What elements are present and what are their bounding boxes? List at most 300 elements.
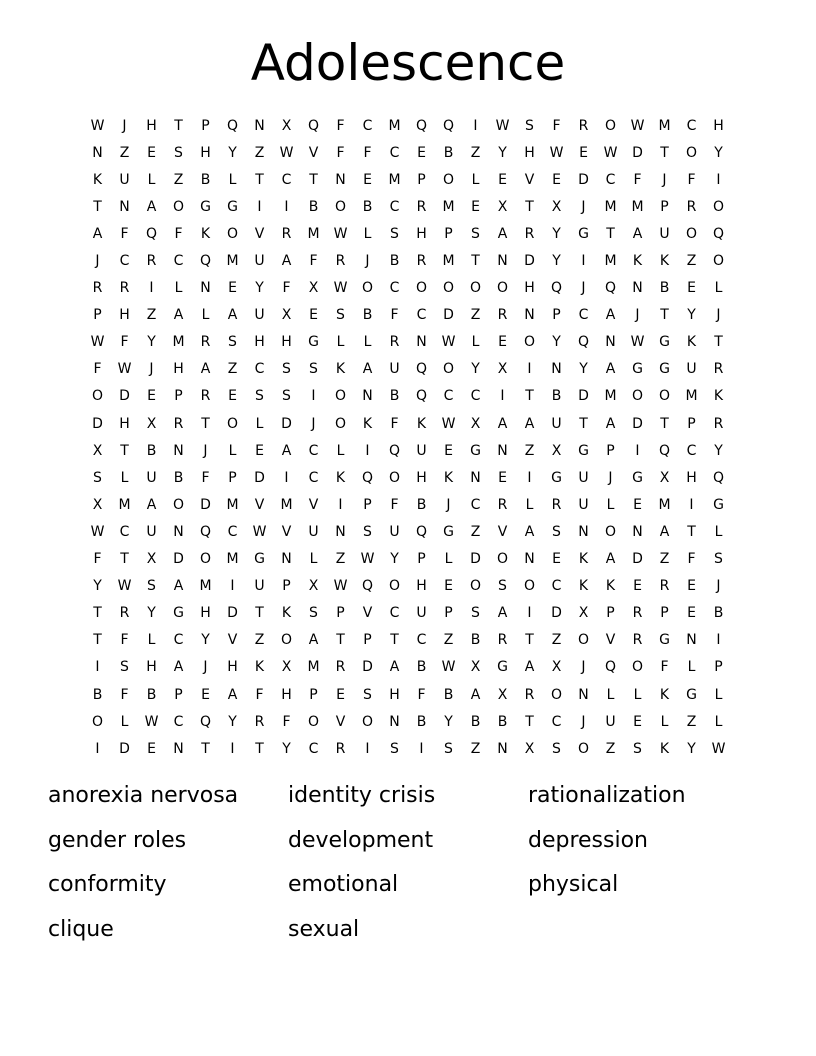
grid-letter: M: [604, 198, 617, 215]
grid-letter: W: [441, 415, 456, 432]
grid-letter: R: [119, 605, 130, 622]
grid-letter: Z: [686, 713, 697, 730]
grid-letter: Q: [145, 225, 158, 242]
grid-letter: T: [93, 605, 102, 622]
grid-row: [84, 735, 732, 762]
grid-letter: P: [363, 496, 372, 513]
grid-letter: O: [604, 117, 617, 134]
grid-row: [84, 600, 732, 627]
grid-letter: E: [255, 442, 264, 459]
grid-letter: P: [174, 388, 183, 405]
grid-letter: R: [659, 578, 670, 595]
grid-letter: S: [174, 144, 183, 161]
grid-letter: O: [226, 415, 239, 432]
grid-letter: A: [497, 605, 508, 622]
grid-letter: R: [389, 334, 400, 351]
grid-letter: R: [686, 198, 697, 215]
grid-letter: C: [578, 307, 589, 324]
grid-letter: V: [308, 144, 319, 161]
grid-letter: Z: [686, 253, 697, 270]
grid-letter: Y: [471, 361, 480, 378]
grid-letter: H: [119, 415, 130, 432]
grid-letter: U: [578, 469, 589, 486]
grid-letter: W: [90, 117, 105, 134]
grid-letter: F: [417, 686, 426, 703]
grid-letter: T: [201, 740, 210, 757]
grid-letter: U: [254, 307, 265, 324]
grid-letter: S: [471, 225, 480, 242]
grid-letter: H: [146, 659, 157, 676]
grid-letter: O: [685, 225, 698, 242]
grid-letter: Q: [442, 117, 455, 134]
grid-letter: G: [659, 361, 670, 378]
grid-letter: P: [363, 632, 372, 649]
grid-letter: N: [92, 144, 103, 161]
grid-letter: R: [632, 605, 643, 622]
grid-letter: J: [149, 361, 154, 378]
grid-letter: W: [117, 578, 132, 595]
grid-letter: C: [362, 117, 373, 134]
grid-letter: O: [415, 280, 428, 297]
grid-letter: P: [309, 686, 318, 703]
grid-letter: H: [146, 117, 157, 134]
grid-letter: B: [362, 198, 373, 215]
grid-letter: N: [335, 171, 346, 188]
grid-letter: Y: [147, 605, 156, 622]
grid-letter: B: [308, 198, 319, 215]
word-list-item: emotional: [288, 872, 399, 897]
grid-letter: F: [93, 361, 102, 378]
grid-letter: S: [309, 361, 318, 378]
grid-letter: E: [498, 171, 507, 188]
grid-letter: C: [119, 253, 130, 270]
grid-letter: O: [469, 280, 482, 297]
grid-letter: V: [254, 225, 265, 242]
grid-letter: W: [333, 225, 348, 242]
word-list: [48, 776, 768, 954]
grid-letter: K: [578, 551, 589, 568]
grid-letter: U: [119, 171, 130, 188]
grid-letter: Y: [687, 740, 696, 757]
grid-letter: E: [633, 578, 642, 595]
word-list-item: depression: [528, 827, 649, 853]
grid-letter: Q: [199, 523, 212, 540]
grid-letter: R: [713, 415, 724, 432]
grid-letter: U: [308, 523, 319, 540]
grid-letter: W: [495, 117, 510, 134]
grid-letter: Z: [470, 740, 481, 757]
grid-letter: T: [93, 198, 102, 215]
grid-letter: W: [333, 578, 348, 595]
grid-letter: D: [632, 551, 643, 568]
grid-letter: H: [524, 144, 535, 161]
grid-letter: E: [687, 280, 696, 297]
grid-letter: O: [712, 198, 725, 215]
grid-letter: X: [92, 442, 103, 459]
grid-letter: C: [389, 605, 400, 622]
grid-letter: Y: [228, 144, 237, 161]
grid-letter: B: [389, 253, 400, 270]
grid-row: [84, 654, 732, 681]
grid-letter: J: [311, 415, 316, 432]
grid-letter: X: [146, 551, 157, 568]
grid-letter: X: [551, 442, 562, 459]
grid-letter: I: [149, 280, 154, 297]
grid-letter: W: [549, 144, 564, 161]
grid-letter: S: [471, 605, 480, 622]
grid-row: [84, 139, 732, 166]
grid-letter: B: [443, 686, 454, 703]
grid-letter: D: [281, 415, 292, 432]
grid-letter: L: [174, 280, 183, 297]
grid-letter: L: [687, 659, 696, 676]
grid-letter: P: [552, 307, 561, 324]
grid-letter: L: [714, 686, 723, 703]
grid-row: [84, 166, 732, 193]
grid-letter: Z: [659, 551, 670, 568]
grid-letter: U: [254, 578, 265, 595]
grid-letter: T: [309, 171, 318, 188]
grid-letter: R: [524, 225, 535, 242]
grid-letter: P: [714, 659, 723, 676]
grid-letter: U: [389, 523, 400, 540]
grid-letter: M: [442, 198, 455, 215]
grid-letter: A: [389, 659, 400, 676]
grid-letter: A: [92, 225, 103, 242]
grid-letter: U: [605, 713, 616, 730]
grid-letter: D: [551, 605, 562, 622]
grid-letter: C: [308, 740, 319, 757]
grid-letter: I: [365, 740, 370, 757]
grid-letter: A: [524, 415, 535, 432]
grid-letter: J: [662, 171, 667, 188]
grid-letter: F: [687, 171, 696, 188]
grid-row: [84, 546, 732, 573]
grid-letter: Y: [552, 225, 561, 242]
grid-row: [84, 437, 732, 464]
grid-letter: W: [279, 144, 294, 161]
grid-letter: J: [608, 469, 613, 486]
grid-letter: N: [470, 469, 481, 486]
word-list-item: physical: [528, 872, 619, 897]
grid-letter: G: [659, 632, 670, 649]
grid-letter: D: [254, 469, 265, 486]
grid-letter: X: [308, 578, 319, 595]
grid-letter: O: [199, 551, 212, 568]
grid-letter: L: [714, 523, 723, 540]
grid-row: [84, 302, 732, 329]
grid-letter: S: [714, 551, 723, 568]
word-list-item: development: [288, 827, 434, 853]
grid-row: [84, 383, 732, 410]
grid-letter: G: [254, 551, 265, 568]
grid-letter: C: [173, 253, 184, 270]
grid-letter: C: [551, 713, 562, 730]
grid-letter: X: [551, 198, 562, 215]
grid-letter: K: [362, 415, 373, 432]
grid-letter: O: [523, 578, 536, 595]
word-list-item: gender roles: [48, 827, 187, 853]
grid-row: [84, 708, 732, 735]
grid-letter: H: [200, 144, 211, 161]
grid-letter: Q: [361, 578, 374, 595]
grid-letter: Q: [226, 117, 239, 134]
grid-letter: O: [334, 388, 347, 405]
grid-letter: F: [93, 551, 102, 568]
grid-letter: N: [686, 632, 697, 649]
grid-letter: K: [578, 578, 589, 595]
grid-letter: R: [254, 713, 265, 730]
grid-letter: T: [336, 632, 345, 649]
grid-letter: Z: [524, 442, 535, 459]
grid-letter: C: [443, 388, 454, 405]
grid-letter: I: [95, 659, 100, 676]
grid-row: [84, 464, 732, 491]
grid-letter: W: [333, 280, 348, 297]
grid-letter: O: [91, 388, 104, 405]
grid-letter: Q: [604, 280, 617, 297]
grid-letter: R: [551, 496, 562, 513]
grid-letter: I: [635, 442, 640, 459]
grid-row: [84, 112, 732, 139]
grid-letter: C: [173, 632, 184, 649]
grid-row: [84, 329, 732, 356]
grid-row: [84, 220, 732, 247]
grid-letter: B: [173, 469, 184, 486]
grid-letter: C: [281, 171, 292, 188]
grid-letter: K: [281, 605, 292, 622]
grid-letter: E: [687, 605, 696, 622]
letter-grid: [84, 112, 732, 762]
grid-letter: O: [91, 713, 104, 730]
grid-letter: I: [284, 469, 289, 486]
grid-letter: M: [307, 659, 320, 676]
grid-letter: I: [689, 496, 694, 513]
grid-letter: Q: [604, 659, 617, 676]
grid-letter: T: [201, 415, 210, 432]
grid-letter: Y: [93, 578, 102, 595]
grid-letter: W: [144, 713, 159, 730]
grid-letter: M: [199, 578, 212, 595]
grid-letter: F: [120, 225, 129, 242]
grid-letter: O: [631, 659, 644, 676]
grid-letter: B: [551, 388, 562, 405]
grid-letter: K: [659, 686, 670, 703]
grid-letter: W: [603, 144, 618, 161]
grid-letter: M: [658, 117, 671, 134]
grid-letter: T: [525, 713, 534, 730]
grid-letter: E: [201, 686, 210, 703]
grid-letter: M: [172, 334, 185, 351]
grid-letter: E: [552, 171, 561, 188]
grid-letter: N: [389, 713, 400, 730]
grid-letter: Y: [687, 307, 696, 324]
grid-letter: T: [660, 144, 669, 161]
grid-letter: X: [578, 605, 589, 622]
grid-letter: T: [255, 605, 264, 622]
grid-letter: A: [227, 686, 238, 703]
grid-letter: G: [632, 361, 643, 378]
grid-letter: E: [498, 334, 507, 351]
grid-letter: N: [254, 117, 265, 134]
grid-letter: W: [252, 523, 267, 540]
grid-letter: Z: [254, 632, 265, 649]
grid-letter: F: [120, 334, 129, 351]
grid-letter: L: [471, 334, 480, 351]
grid-letter: A: [605, 551, 616, 568]
grid-letter: O: [442, 171, 455, 188]
grid-letter: H: [200, 605, 211, 622]
grid-letter: V: [524, 171, 535, 188]
grid-letter: J: [581, 659, 586, 676]
grid-letter: Z: [146, 307, 157, 324]
grid-letter: X: [470, 659, 481, 676]
grid-letter: Q: [658, 442, 671, 459]
grid-letter: N: [173, 740, 184, 757]
grid-letter: O: [334, 415, 347, 432]
grid-letter: T: [525, 632, 534, 649]
grid-letter: N: [173, 523, 184, 540]
grid-letter: T: [525, 388, 534, 405]
grid-letter: C: [254, 361, 265, 378]
grid-letter: L: [228, 171, 237, 188]
grid-letter: R: [200, 388, 211, 405]
grid-letter: F: [390, 496, 399, 513]
grid-letter: I: [527, 361, 532, 378]
grid-letter: L: [444, 551, 453, 568]
grid-letter: O: [172, 198, 185, 215]
grid-letter: A: [605, 307, 616, 324]
grid-letter: N: [578, 686, 589, 703]
grid-letter: D: [362, 659, 373, 676]
grid-letter: F: [309, 253, 318, 270]
grid-letter: B: [416, 496, 427, 513]
grid-letter: R: [281, 225, 292, 242]
grid-letter: R: [335, 253, 346, 270]
grid-letter: N: [200, 280, 211, 297]
grid-letter: N: [524, 551, 535, 568]
grid-letter: I: [419, 740, 424, 757]
grid-letter: E: [444, 578, 453, 595]
grid-letter: L: [147, 171, 156, 188]
grid-letter: A: [605, 415, 616, 432]
grid-letter: L: [309, 551, 318, 568]
grid-letter: X: [92, 496, 103, 513]
grid-letter: I: [581, 253, 586, 270]
grid-letter: N: [416, 334, 427, 351]
grid-letter: C: [389, 144, 400, 161]
grid-letter: K: [254, 659, 265, 676]
grid-letter: F: [201, 469, 210, 486]
grid-letter: I: [230, 740, 235, 757]
grid-letter: C: [389, 280, 400, 297]
grid-letter: L: [120, 469, 129, 486]
grid-letter: F: [120, 632, 129, 649]
grid-letter: P: [282, 578, 291, 595]
grid-letter: Z: [605, 740, 616, 757]
grid-letter: F: [390, 307, 399, 324]
grid-letter: V: [254, 496, 265, 513]
grid-letter: A: [173, 578, 184, 595]
grid-letter: A: [524, 659, 535, 676]
grid-letter: X: [551, 659, 562, 676]
grid-row: [84, 491, 732, 518]
grid-letter: L: [525, 496, 534, 513]
grid-letter: N: [173, 442, 184, 459]
grid-letter: P: [417, 171, 426, 188]
grid-letter: Q: [415, 388, 428, 405]
grid-letter: O: [388, 469, 401, 486]
grid-letter: M: [226, 496, 239, 513]
grid-letter: S: [552, 523, 561, 540]
grid-letter: Z: [173, 171, 184, 188]
word-list-item: rationalization: [528, 783, 686, 808]
grid-letter: J: [203, 442, 208, 459]
grid-letter: S: [390, 225, 399, 242]
grid-letter: Q: [712, 469, 725, 486]
grid-letter: G: [200, 198, 211, 215]
grid-letter: T: [660, 415, 669, 432]
grid-letter: T: [93, 632, 102, 649]
grid-letter: R: [497, 496, 508, 513]
grid-letter: U: [254, 253, 265, 270]
grid-letter: C: [389, 198, 400, 215]
grid-row: [84, 410, 732, 437]
grid-letter: R: [173, 415, 184, 432]
grid-letter: L: [255, 415, 264, 432]
grid-letter: G: [227, 198, 238, 215]
grid-letter: E: [633, 713, 642, 730]
grid-letter: Z: [470, 523, 481, 540]
grid-letter: R: [578, 117, 589, 134]
grid-letter: F: [282, 713, 291, 730]
grid-letter: U: [686, 361, 697, 378]
grid-letter: F: [687, 551, 696, 568]
grid-letter: K: [713, 388, 724, 405]
grid-letter: N: [632, 523, 643, 540]
grid-letter: C: [173, 713, 184, 730]
grid-letter: B: [713, 605, 724, 622]
grid-letter: A: [470, 686, 481, 703]
grid-letter: R: [200, 334, 211, 351]
grid-letter: H: [416, 225, 427, 242]
grid-letter: K: [659, 253, 670, 270]
grid-letter: H: [416, 578, 427, 595]
grid-letter: I: [95, 740, 100, 757]
grid-letter: C: [416, 632, 427, 649]
grid-letter: D: [443, 307, 454, 324]
grid-letter: S: [309, 605, 318, 622]
grid-letter: B: [443, 144, 454, 161]
grid-letter: J: [95, 253, 100, 270]
grid-letter: M: [658, 496, 671, 513]
grid-letter: K: [335, 361, 346, 378]
grid-letter: W: [117, 361, 132, 378]
grid-letter: O: [496, 280, 509, 297]
grid-letter: Q: [199, 713, 212, 730]
grid-letter: Q: [577, 334, 590, 351]
grid-letter: W: [90, 523, 105, 540]
grid-row: [84, 275, 732, 302]
grid-letter: S: [525, 117, 534, 134]
grid-letter: N: [524, 307, 535, 324]
grid-letter: L: [336, 334, 345, 351]
grid-letter: D: [632, 415, 643, 432]
grid-letter: O: [361, 713, 374, 730]
grid-letter: O: [577, 740, 590, 757]
grid-letter: S: [633, 740, 642, 757]
grid-letter: M: [388, 117, 401, 134]
